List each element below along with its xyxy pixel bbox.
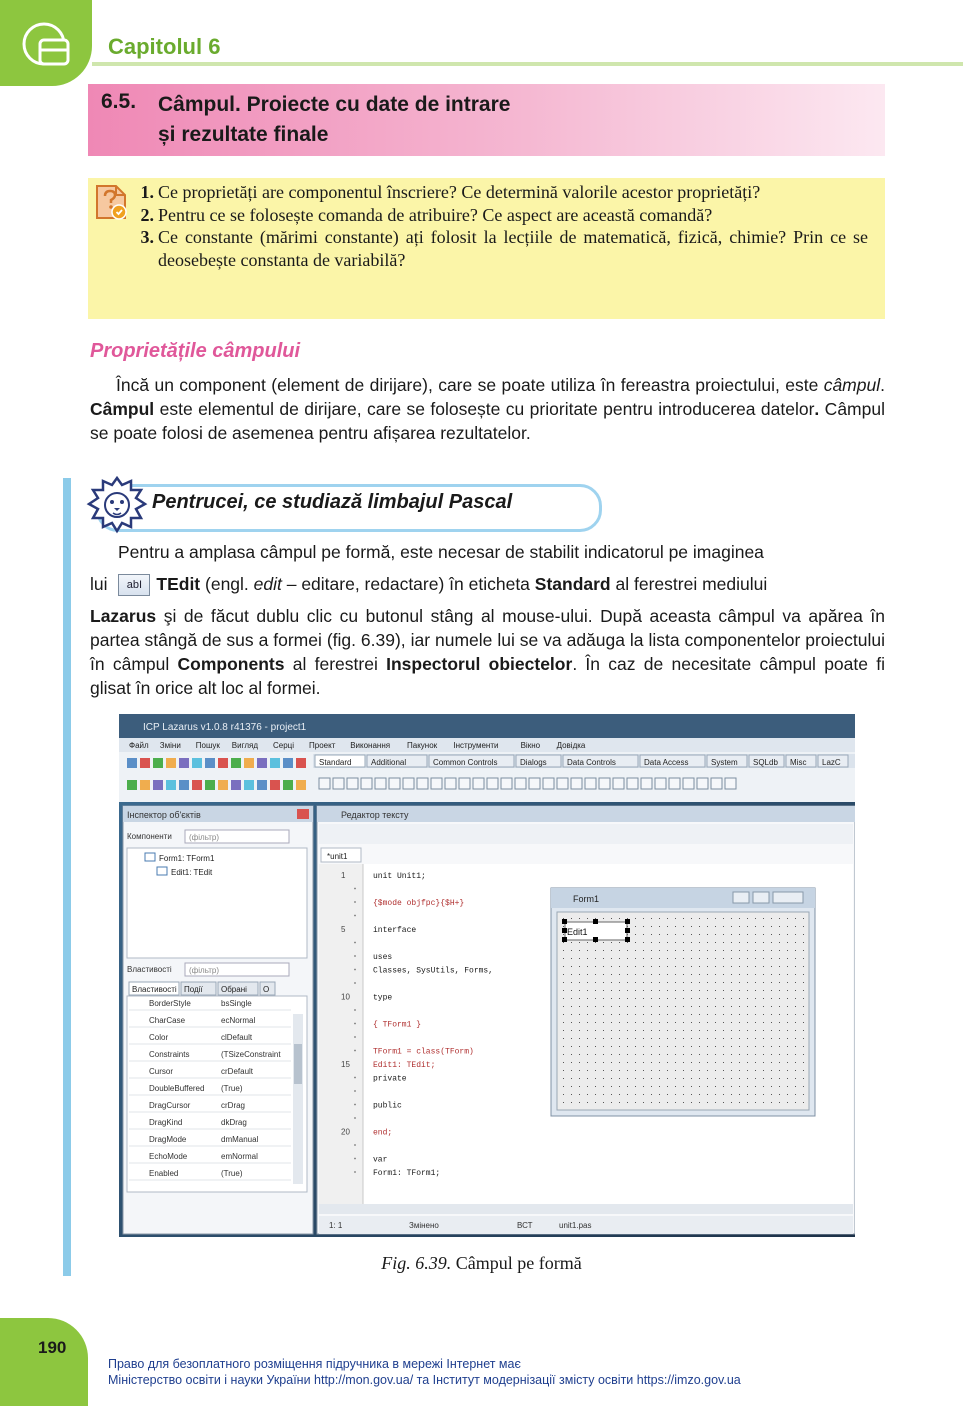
component-button[interactable] <box>445 778 456 789</box>
tedit-icon: abI <box>118 574 150 596</box>
component-button[interactable] <box>501 778 512 789</box>
component-button[interactable] <box>333 778 344 789</box>
tree-item-edit1[interactable]: Edit1: TEdit <box>171 868 213 877</box>
minimize-icon[interactable] <box>733 892 749 903</box>
text-run: . În caz de necesitate câmpul poate fi glisat în orice alt loc al formei. <box>90 654 886 699</box>
property-name: DragMode <box>149 1135 187 1144</box>
toolbar-button[interactable] <box>231 780 241 790</box>
gutter-dot <box>354 888 356 890</box>
toolbar-button[interactable] <box>270 758 280 768</box>
text-run: . <box>880 375 885 395</box>
gutter-dot <box>354 969 356 971</box>
components-label: Компоненти <box>127 832 172 841</box>
property-value: crDrag <box>221 1101 246 1110</box>
gutter-dot <box>354 1117 356 1119</box>
text-run-bold: . <box>814 399 820 419</box>
pascal-sidebar <box>63 478 71 1276</box>
palette-tab-label: Data Access <box>644 758 689 767</box>
text-run-bold: Inspectorul obiectelor <box>386 654 573 675</box>
code-line: end; <box>373 1128 393 1138</box>
page-number-tab <box>0 1318 88 1406</box>
status-text: ВСТ <box>517 1221 533 1230</box>
text-run: şi de făcut dublu clic cu butonul stâng al mouse-ului. După aceasta câmpul va apărea în partea stângă de sus a formei (fig. 6.39), iar numele lui se va adăuga la lista componentelor proiectului în câmpul <box>90 606 885 675</box>
close-icon[interactable] <box>297 809 309 819</box>
component-button[interactable] <box>697 778 708 789</box>
status-text: unit1.pas <box>559 1221 592 1230</box>
text-line <box>90 572 885 596</box>
property-name: EchoMode <box>149 1152 188 1161</box>
question-text: Pentru ce se folosește comanda de atribuire? Ce aspect are această comandă? <box>158 204 713 225</box>
property-name: Cursor <box>149 1067 174 1076</box>
component-button[interactable] <box>515 778 526 789</box>
code-line: unit Unit1; <box>373 872 426 881</box>
property-value: ecNormal <box>221 1016 256 1025</box>
text-run: (engl. <box>200 574 254 594</box>
menu-item[interactable]: Пошук <box>195 741 220 750</box>
property-name: Enabled <box>149 1169 179 1178</box>
component-button[interactable] <box>529 778 540 789</box>
component-button[interactable] <box>613 778 624 789</box>
gutter-dot <box>354 1009 356 1011</box>
menu-item[interactable]: Вікно <box>520 741 541 750</box>
property-name: CharCase <box>149 1016 186 1025</box>
page-number: 190 <box>38 1338 67 1357</box>
toolbar-button[interactable] <box>296 758 306 768</box>
component-button[interactable] <box>711 778 722 789</box>
text-run: al ferestrei <box>284 654 387 675</box>
text-run: Câmpul se poate folosi de asemenea pentru afișarea rezultatelor. <box>90 399 885 443</box>
paragraph-intro <box>90 373 885 445</box>
property-value: emNormal <box>221 1152 258 1161</box>
gutter-dot <box>354 942 356 944</box>
component-button[interactable] <box>655 778 666 789</box>
component-button[interactable] <box>557 778 568 789</box>
property-value: dkDrag <box>221 1118 247 1127</box>
toolbar-button[interactable] <box>205 758 215 768</box>
status-text: Змінено <box>409 1221 439 1230</box>
section-title-line1: Câmpul. Proiecte cu date de intrare <box>158 93 511 116</box>
gutter-dot <box>354 1171 356 1173</box>
text-run-bold: Câmpul <box>90 399 155 419</box>
component-button[interactable] <box>599 778 610 789</box>
gutter-dot <box>354 1158 356 1160</box>
gutter-dot <box>354 1104 356 1106</box>
gutter-dot <box>354 1077 356 1079</box>
toolbar-button[interactable] <box>205 780 215 790</box>
text-run: Încă un component (element de dirijare), care se poate utiliza în fereastra proiectului, este <box>116 375 824 395</box>
property-value: bsSingle <box>221 999 252 1008</box>
question-item <box>130 226 868 271</box>
component-button[interactable] <box>543 778 554 789</box>
code-line: interface <box>373 926 417 935</box>
toolbar-button[interactable] <box>179 758 189 768</box>
palette-tab-label: Dialogs <box>520 758 547 767</box>
component-button[interactable] <box>361 778 372 789</box>
toolbar-button[interactable] <box>218 758 228 768</box>
toolbar-button[interactable] <box>127 780 137 790</box>
toolbar-button[interactable] <box>244 758 254 768</box>
palette-tab-label: LazC <box>822 758 841 767</box>
properties-label: Властивості <box>127 965 172 974</box>
filter-placeholder: (фільтр) <box>189 966 220 975</box>
text-run: al ferestrei mediului <box>610 574 768 594</box>
menu-item[interactable]: Проект <box>309 741 336 750</box>
section-title <box>158 90 718 150</box>
property-name: Color <box>149 1033 169 1042</box>
edit1-text: Edit1 <box>567 927 588 937</box>
component-button[interactable] <box>571 778 582 789</box>
code-line: Form1: TForm1; <box>373 1169 441 1178</box>
chapter-icon <box>18 20 74 70</box>
form-title: Form1 <box>573 894 600 904</box>
toolbar-button[interactable] <box>257 780 267 790</box>
component-button[interactable] <box>319 778 330 789</box>
footer-line: Право для безоплатного розміщення підручника в мережі Інтернет має <box>108 1357 521 1371</box>
code-line: { TForm1 } <box>373 1020 422 1030</box>
figure-caption <box>0 1253 963 1274</box>
component-button[interactable] <box>641 778 652 789</box>
toolbar-button[interactable] <box>153 758 163 768</box>
toolbar-button[interactable] <box>140 758 150 768</box>
inspector-tab-label: О <box>263 985 270 994</box>
paragraph-pascal <box>90 540 885 700</box>
menu-item[interactable]: Виконання <box>350 741 391 750</box>
component-button[interactable] <box>403 778 414 789</box>
maximize-icon[interactable] <box>753 892 769 903</box>
close-icon[interactable] <box>773 892 803 903</box>
menu-item[interactable]: Зміни <box>159 741 181 750</box>
code-line: Classes, SysUtils, Forms, <box>373 966 494 976</box>
inspector-tab-label: Події <box>184 985 203 994</box>
inspector-tab-label: Обрані <box>221 985 247 994</box>
question-number: 2. <box>140 204 154 225</box>
property-name: DragKind <box>149 1118 183 1127</box>
question-item <box>130 181 868 204</box>
caption-label: Fig. 6.39. <box>381 1253 452 1273</box>
toolbar-button[interactable] <box>244 780 254 790</box>
lazarus-screenshot <box>119 714 855 1237</box>
property-name: BorderStyle <box>149 999 191 1008</box>
section-title-line2: și rezultate finale <box>158 123 329 146</box>
property-name: DragCursor <box>149 1101 191 1110</box>
question-item <box>130 204 868 227</box>
toolbar-button[interactable] <box>257 758 267 768</box>
component-button[interactable] <box>627 778 638 789</box>
gutter-dot <box>354 1050 356 1052</box>
property-value: dmManual <box>221 1135 259 1144</box>
toolbar-button[interactable] <box>127 758 137 768</box>
code-line: type <box>373 993 393 1003</box>
component-button[interactable] <box>473 778 484 789</box>
gutter-dot <box>354 1036 356 1038</box>
gutter-dot <box>354 1023 356 1025</box>
question-number: 3. <box>140 227 154 247</box>
component-button[interactable] <box>431 778 442 789</box>
inspector-tab-label: Властивості <box>132 985 177 994</box>
inspector-tabs <box>129 982 275 995</box>
menu-item[interactable]: Інструменти <box>453 741 499 750</box>
line-number: 10 <box>341 992 350 1002</box>
code-line: TForm1 = class(TForm) <box>373 1047 474 1057</box>
component-button[interactable] <box>389 778 400 789</box>
toolbar-button[interactable] <box>296 780 306 790</box>
questions-list <box>130 181 868 271</box>
text-line <box>90 540 885 564</box>
lion-mascot-icon <box>86 476 148 534</box>
palette-tab-label: System <box>711 758 738 767</box>
text-run-italic: câmpul <box>823 375 881 395</box>
text-run-bold: Standard <box>534 574 611 594</box>
text-run-bold: Components <box>177 654 285 675</box>
component-button[interactable] <box>487 778 498 789</box>
component-palette-tabs <box>315 755 848 767</box>
chapter-divider <box>92 62 963 66</box>
property-value: (TSizeConstraint <box>221 1050 281 1059</box>
question-text: Ce constante (mărimi constante) ați folosit la lecțiile de matematică, fizică, chimie? Prin ce se deosebește constanta de variabilă? <box>158 227 868 270</box>
lazarus-ide-graphic <box>119 714 855 1237</box>
palette-tab-label: SQLdb <box>753 758 778 767</box>
text-run-italic: edit <box>253 574 282 594</box>
toolbar-button[interactable] <box>166 758 176 768</box>
menu-item[interactable]: Вигляд <box>231 741 259 750</box>
footer-notice <box>108 1356 741 1388</box>
component-button[interactable] <box>683 778 694 789</box>
gutter-dot <box>354 955 356 957</box>
palette-tab-label: Additional <box>371 758 407 767</box>
property-value: clDefault <box>221 1033 253 1042</box>
text-run-bold: TEdit <box>156 574 201 594</box>
filter-placeholder: (фільтр) <box>189 833 220 842</box>
palette-tab-label: Data Controls <box>567 758 616 767</box>
question-text: Ce proprietăți are componentul înscriere? Ce determină valorile acestor proprietăți? <box>158 182 761 202</box>
toolbar-button[interactable] <box>283 780 293 790</box>
component-button[interactable] <box>417 778 428 789</box>
component-button[interactable] <box>347 778 358 789</box>
line-number: 1 <box>341 871 346 880</box>
toolbar-button[interactable] <box>283 758 293 768</box>
status-text: 1: 1 <box>329 1221 343 1230</box>
toolbar-button[interactable] <box>179 780 189 790</box>
palette-tab-label: Misc <box>790 758 807 767</box>
subheading: Proprietățile câmpului <box>90 340 301 362</box>
component-button[interactable] <box>669 778 680 789</box>
text-run: – editare, redactare) în eticheta <box>281 574 535 594</box>
component-button[interactable] <box>725 778 736 789</box>
pascal-banner-text: Pentrucei, ce studiază limbajul Pascal <box>152 491 513 513</box>
menu-item[interactable]: Пакунок <box>407 741 438 750</box>
text-run: Pentru a amplasa câmpul pe formă, este necesar de stabilit indicatorul pe imaginea <box>118 542 764 562</box>
text-run: lui <box>90 574 108 594</box>
property-value: (True) <box>221 1169 243 1178</box>
chapter-label: Capitolul 6 <box>108 34 221 59</box>
property-name: DoubleBuffered <box>149 1084 205 1093</box>
gutter-dot <box>354 1090 356 1092</box>
footer-line: Міністерство освіти і науки України http://mon.gov.ua/ та Інститут модернізації змісту освіти https://imzo.gov.ua <box>108 1373 741 1387</box>
palette-tab-label: Common Controls <box>433 758 498 767</box>
line-number: 20 <box>341 1127 350 1137</box>
toolbar-button[interactable] <box>166 780 176 790</box>
toolbar-button[interactable] <box>270 780 280 790</box>
text-line <box>90 604 885 700</box>
ide-title: ICP Lazarus v1.0.8 r41376 - project1 <box>143 722 307 733</box>
palette-tab-label: Standard <box>319 758 352 767</box>
gutter-dot <box>354 1144 356 1146</box>
code-line: uses <box>373 953 393 962</box>
toolbar-button[interactable] <box>192 758 202 768</box>
toolbar-button[interactable] <box>218 780 228 790</box>
menu-item[interactable]: Файл <box>129 741 149 750</box>
toolbar-button[interactable] <box>153 780 163 790</box>
property-name: Constraints <box>149 1050 190 1059</box>
code-line: {$mode objfpc}{$H+} <box>373 899 465 908</box>
gutter-dot <box>354 982 356 984</box>
code-line: private <box>373 1074 407 1084</box>
line-number: 15 <box>341 1060 350 1069</box>
component-button[interactable] <box>375 778 386 789</box>
toolbar-button[interactable] <box>140 780 150 790</box>
line-number: 5 <box>341 925 346 934</box>
question-number: 1. <box>140 182 154 202</box>
code-line: Edit1: TEdit; <box>373 1061 436 1070</box>
code-line: var <box>373 1155 388 1165</box>
toolbar-button[interactable] <box>231 758 241 768</box>
questions-icon <box>94 183 128 221</box>
inspector-title: Інспектор об'єктів <box>127 810 201 820</box>
section-number: 6.5. <box>101 90 137 113</box>
gutter-dot <box>354 915 356 917</box>
gutter-dot <box>354 901 356 903</box>
code-line: public <box>373 1101 402 1111</box>
text-run: este elementul de dirijare, care se folosește cu prioritate pentru introducerea datelor <box>154 399 815 419</box>
menu-item[interactable]: Серці <box>273 741 295 750</box>
tree-item-form1[interactable]: Form1: TForm1 <box>159 854 215 863</box>
text-run-bold: Lazarus <box>90 606 157 627</box>
component-button[interactable] <box>585 778 596 789</box>
component-button[interactable] <box>459 778 470 789</box>
caption-text: Câmpul pe formă <box>451 1253 582 1273</box>
menu-item[interactable]: Довідка <box>556 741 586 750</box>
editor-tab[interactable]: *unit1 <box>327 852 348 861</box>
property-value: (True) <box>221 1084 243 1093</box>
editor-title: Редактор тексту <box>341 810 409 820</box>
property-value: crDefault <box>221 1067 254 1076</box>
toolbar-button[interactable] <box>192 780 202 790</box>
